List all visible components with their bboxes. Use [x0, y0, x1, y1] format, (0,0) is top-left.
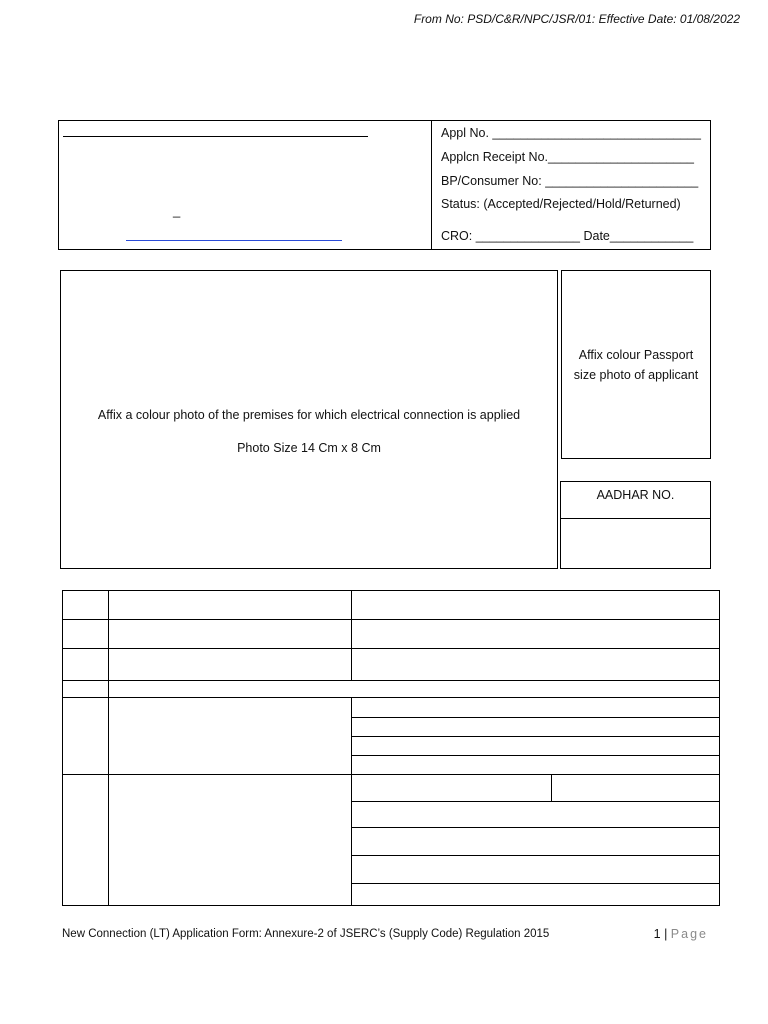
blue-underline — [126, 240, 342, 241]
footer-text: New Connection (LT) Application Form: Annexure-2 of JSERC’s (Supply Code) Regulation 2015 — [62, 928, 550, 940]
table-subrow-line — [351, 883, 719, 884]
passport-photo-box — [561, 270, 711, 459]
premises-photo-box — [60, 270, 558, 569]
table-subrow-line — [351, 855, 719, 856]
office-right-panel — [432, 121, 710, 249]
table-subrow-line — [351, 755, 719, 756]
table-subrow-line — [351, 827, 719, 828]
table-col-line — [351, 697, 352, 905]
passport-photo-caption: Affix colour Passport size photo of applicant — [573, 347, 699, 382]
cro-date-field: CRO: _______________ Date____________ — [441, 229, 694, 243]
office-left-panel — [59, 121, 432, 249]
table-row-line — [63, 774, 719, 775]
signature-line — [63, 136, 368, 137]
application-details-table — [62, 590, 720, 906]
aadhar-label: AADHAR NO. — [596, 488, 675, 502]
table-subrow-line — [351, 717, 719, 718]
table-subrow-line — [351, 736, 719, 737]
page-word: Page — [670, 927, 708, 941]
table-row-line — [63, 680, 719, 681]
dash-mark: _ — [173, 203, 181, 218]
table-row-line — [63, 648, 719, 649]
table-row-line — [63, 619, 719, 620]
status-field: Status: (Accepted/Rejected/Hold/Returned) — [441, 197, 681, 211]
office-use-box — [58, 120, 711, 250]
table-col-line — [351, 591, 352, 680]
table-subrow-line — [351, 801, 719, 802]
form-reference: From No: PSD/C&R/NPC/JSR/01: Effective Date: 01/08/2022 — [413, 12, 740, 26]
aadhar-divider — [561, 518, 710, 519]
page-number — [654, 927, 708, 941]
receipt-no-field: Applcn Receipt No._____________________ — [441, 150, 694, 164]
appl-no-field: Appl No. ______________________________ — [441, 126, 701, 140]
photo-size-caption: Photo Size 14 Cm x 8 Cm — [237, 441, 381, 455]
table-col-line — [551, 774, 552, 801]
aadhar-box — [560, 481, 711, 569]
page-number-value: 1 — [653, 927, 661, 941]
table-col-line — [108, 591, 109, 905]
page-separator: | — [664, 927, 668, 941]
consumer-no-field: BP/Consumer No: ______________________ — [441, 174, 699, 188]
premises-photo-caption: Affix a colour photo of the premises for which electrical connection is applied — [97, 408, 521, 422]
table-row-line — [63, 697, 719, 698]
